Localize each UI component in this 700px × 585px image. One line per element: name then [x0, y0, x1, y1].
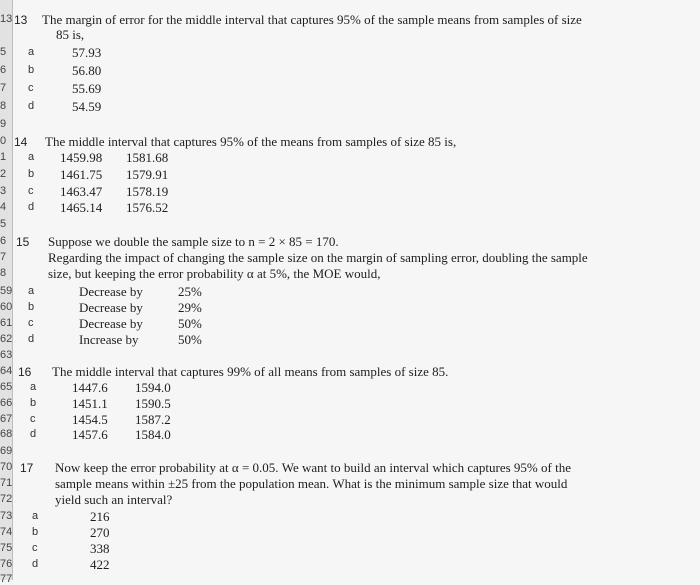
row-number: 72 [0, 493, 13, 505]
question-number: 17 [20, 461, 34, 475]
option-value: 338 [90, 541, 110, 556]
option-letter: d [28, 100, 35, 112]
question-text: The middle interval that captures 95% of the means from samples of size 85 is, [45, 134, 457, 149]
option-value: 29% [178, 300, 202, 315]
row-number: 6 [0, 64, 7, 76]
option-value: 1457.6 [72, 427, 108, 442]
row-number: 67 [0, 413, 13, 425]
option-letter: d [30, 428, 37, 440]
row-number: 4 [0, 201, 7, 213]
row-number: 75 [0, 542, 13, 554]
question-number: 15 [16, 235, 30, 249]
option-value: 1576.52 [126, 200, 169, 215]
option-value: Increase by [79, 332, 139, 347]
question-text: 85 is, [56, 27, 85, 42]
row-number: 9 [0, 118, 7, 130]
question-text: Regarding the impact of changing the sample size on the margin of sampling error, doubling the sample [48, 250, 588, 265]
option-letter: c [32, 542, 38, 554]
row-number: 77 [0, 573, 13, 585]
option-letter: c [28, 317, 34, 329]
option-value: 25% [178, 284, 202, 299]
question-text: Now keep the error probability at α = 0.05. We want to build an interval which captures 95% of the [55, 460, 571, 475]
row-number: 71 [0, 477, 13, 489]
option-letter: c [28, 185, 34, 197]
option-value: 1594.0 [135, 380, 171, 395]
option-letter: b [28, 64, 35, 76]
row-number: 73 [0, 510, 13, 522]
option-letter: a [32, 510, 39, 522]
row-number: 1 [0, 151, 7, 163]
option-value: 56.80 [72, 63, 102, 78]
row-number: 6 [0, 235, 7, 247]
question-text: Suppose we double the sample size to n = 2 × 85 = 170. [48, 234, 339, 249]
question-number: 14 [14, 135, 28, 149]
option-letter: c [28, 82, 34, 94]
option-letter: c [30, 413, 36, 425]
row-number: 7 [0, 251, 7, 263]
option-value: 55.69 [72, 81, 102, 96]
row-number: 64 [0, 365, 13, 377]
row-number: 13 [0, 13, 13, 25]
option-value: 422 [90, 557, 110, 572]
option-letter: d [32, 558, 39, 570]
question-text: sample means within ±25 from the population mean. What is the minimum sample size that would [55, 476, 568, 491]
row-number: 60 [0, 301, 13, 313]
row-number: 69 [0, 445, 13, 457]
question-text: yield such an interval? [55, 492, 173, 507]
option-value: 1465.14 [60, 200, 103, 215]
option-value: 1459.98 [60, 150, 103, 165]
option-value: 1463.47 [60, 184, 103, 199]
option-value: 1454.5 [72, 412, 108, 427]
option-letter: b [28, 168, 35, 180]
option-letter: a [28, 285, 35, 297]
question-number: 16 [18, 365, 32, 379]
option-letter: b [30, 397, 37, 409]
row-number: 8 [0, 100, 7, 112]
option-value: 270 [90, 525, 110, 540]
option-letter: d [28, 201, 35, 213]
option-value: 1587.2 [135, 412, 171, 427]
option-letter: b [32, 526, 39, 538]
option-letter: d [28, 333, 35, 345]
option-letter: a [28, 151, 35, 163]
row-number: 68 [0, 428, 13, 440]
option-value: 1447.6 [72, 380, 108, 395]
option-value: 1581.68 [126, 150, 169, 165]
option-letter: b [28, 301, 35, 313]
row-number: 5 [0, 218, 7, 230]
option-value: 54.59 [72, 99, 102, 114]
row-number: 62 [0, 333, 13, 345]
option-value: 1461.75 [60, 167, 103, 182]
option-value: 50% [178, 316, 202, 331]
option-value: 1578.19 [126, 184, 169, 199]
row-number: 74 [0, 526, 13, 538]
row-number: 65 [0, 381, 13, 393]
option-value: 57.93 [72, 45, 102, 60]
row-number: 0 [0, 135, 7, 147]
option-value: 1579.91 [126, 167, 169, 182]
option-value: 1590.5 [135, 396, 171, 411]
option-letter: a [28, 46, 35, 58]
question-text: size, but keeping the error probability α at 5%, the MOE would, [48, 266, 381, 281]
row-number: 66 [0, 397, 13, 409]
option-value: Decrease by [79, 316, 143, 331]
option-value: Decrease by [79, 284, 143, 299]
question-text: The margin of error for the middle interval that captures 95% of the sample means from samples of size [42, 12, 582, 27]
option-value: 1451.1 [72, 396, 108, 411]
row-number: 70 [0, 461, 13, 473]
row-number: 5 [0, 46, 7, 58]
option-value: 50% [178, 332, 202, 347]
row-number: 59 [0, 285, 13, 297]
row-number: 76 [0, 558, 13, 570]
row-number: 63 [0, 349, 13, 361]
option-value: 1584.0 [135, 427, 171, 442]
question-number: 13 [14, 13, 28, 27]
option-letter: a [30, 381, 37, 393]
option-value: Decrease by [79, 300, 143, 315]
row-number: 8 [0, 267, 7, 279]
row-number: 3 [0, 185, 7, 197]
row-number: 2 [0, 168, 7, 180]
question-text: The middle interval that captures 99% of all means from samples of size 85. [52, 364, 449, 379]
row-number: 7 [0, 82, 7, 94]
option-value: 216 [90, 509, 110, 524]
row-number: 61 [0, 317, 13, 329]
